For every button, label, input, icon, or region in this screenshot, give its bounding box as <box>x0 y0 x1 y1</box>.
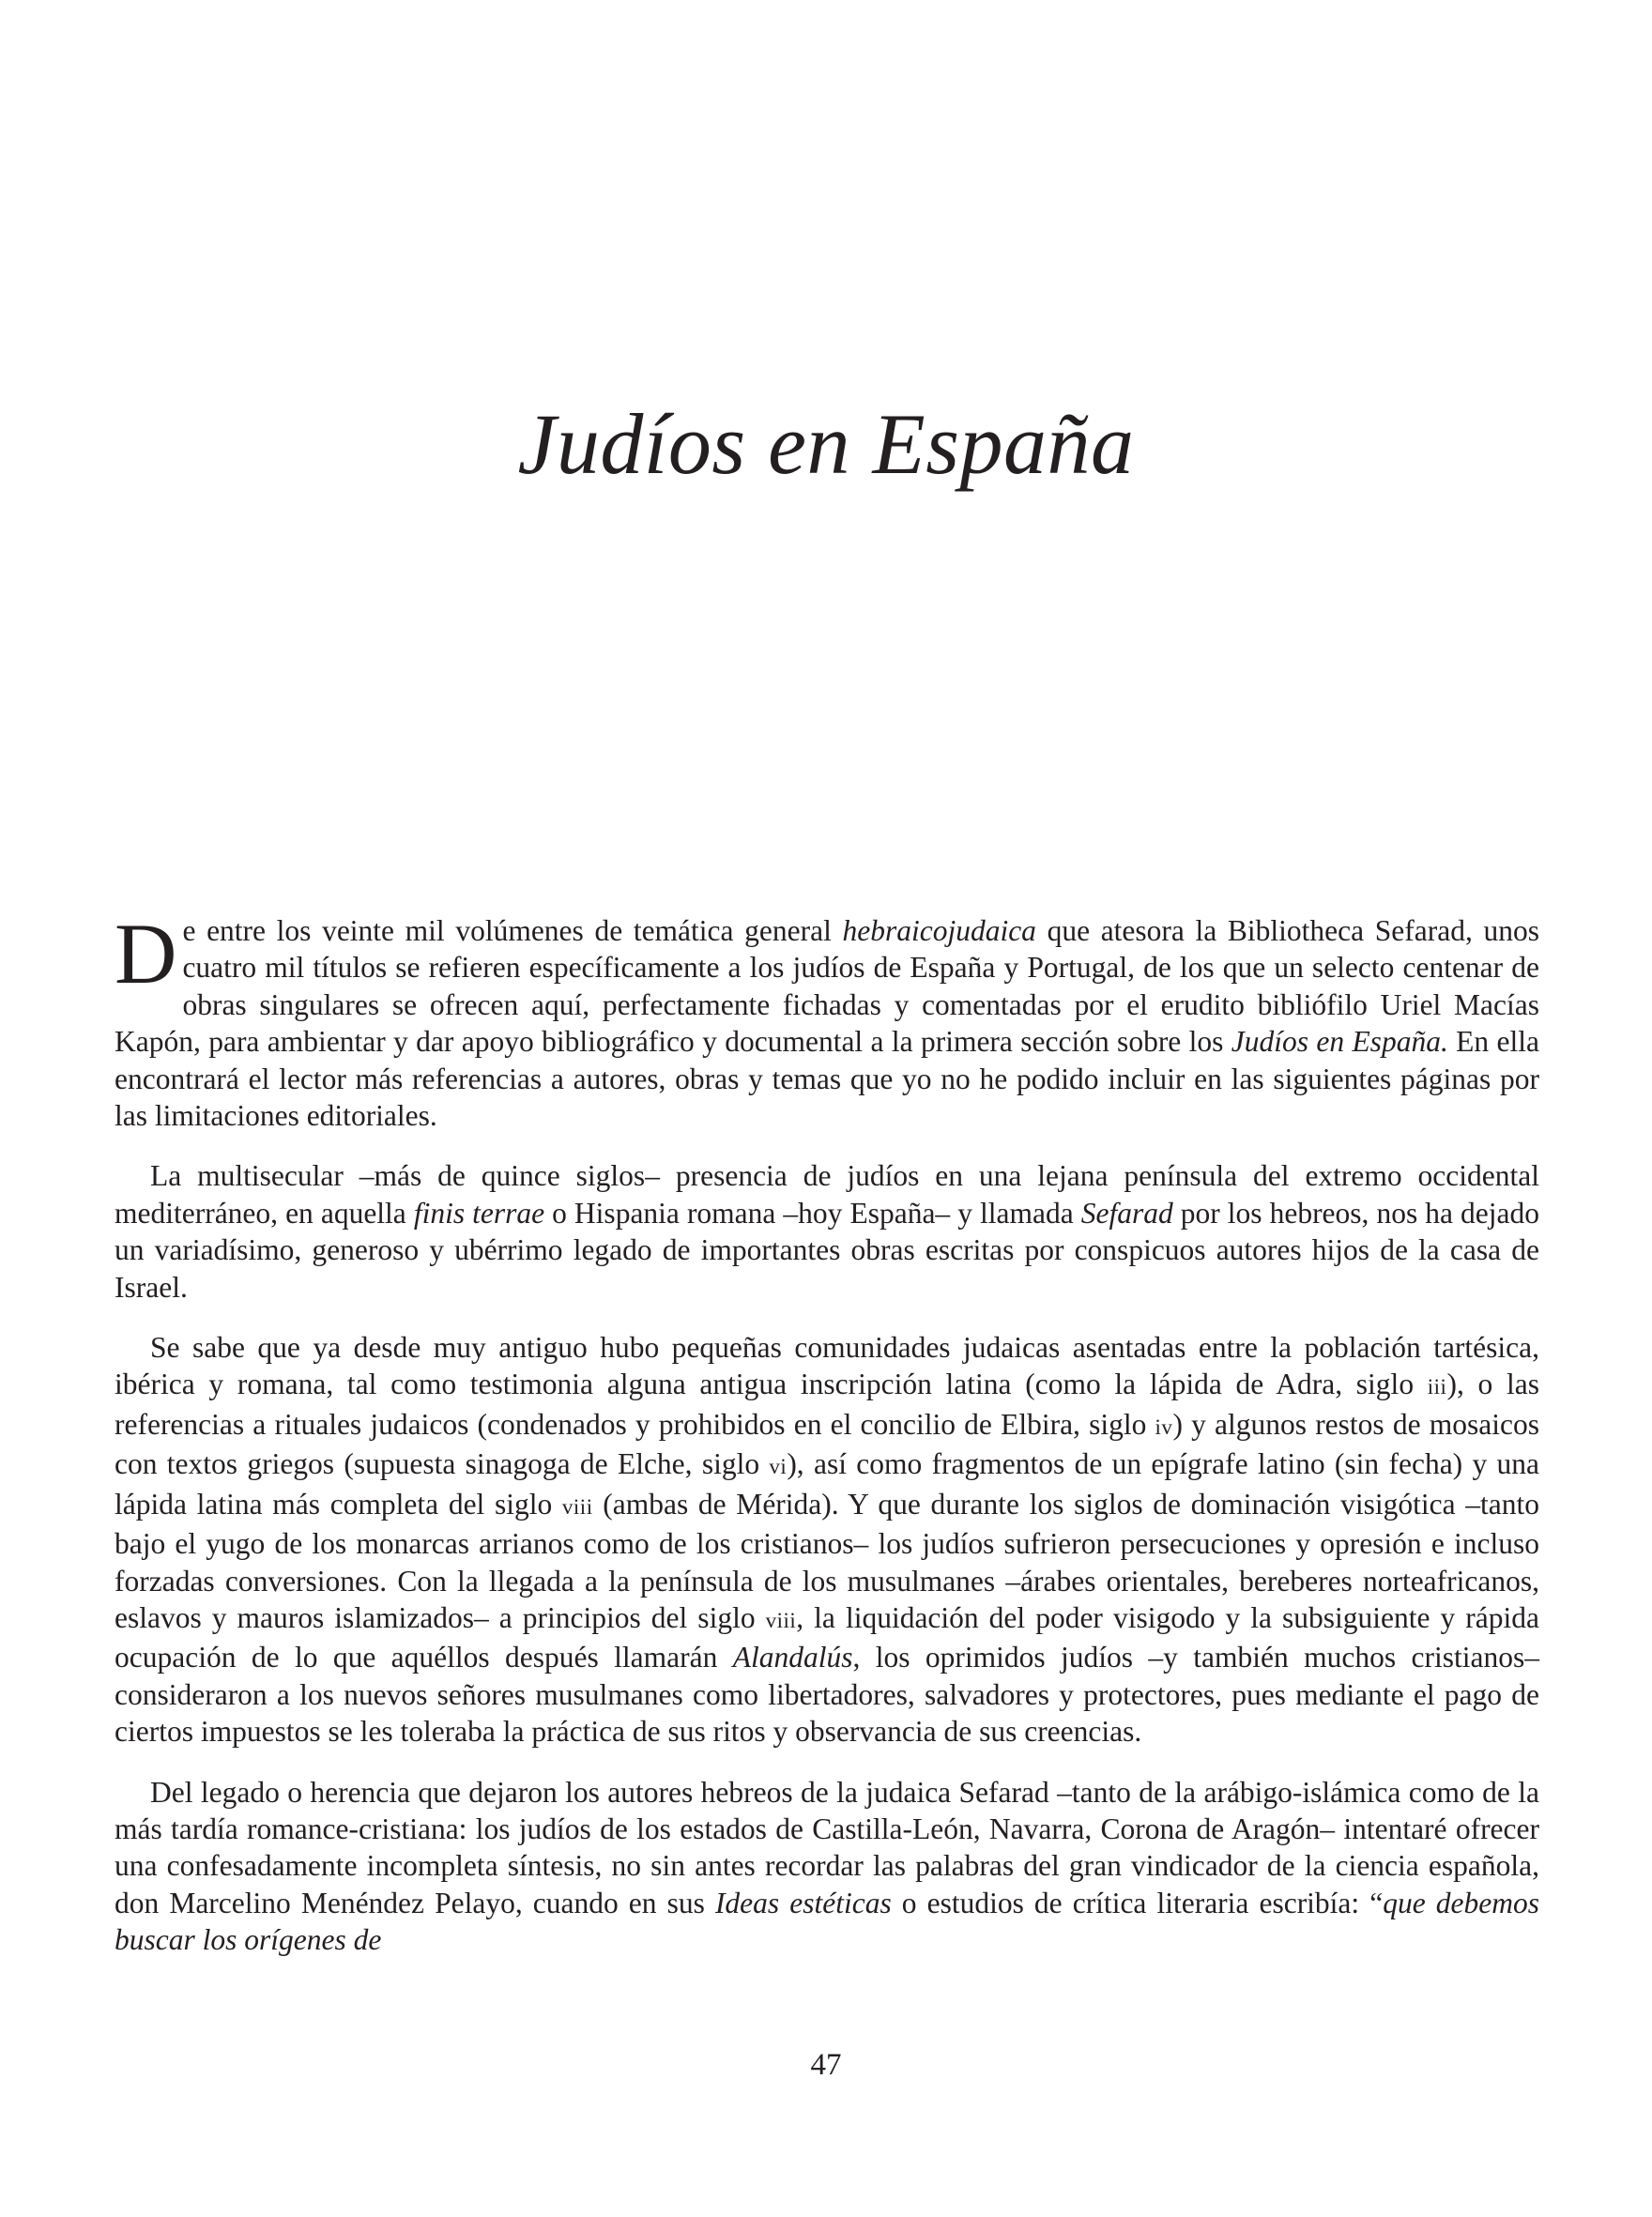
italic-book-title: Ideas estéticas <box>714 1886 892 1919</box>
text-run: ), o las referencias a rituales judaicos (condenados y prohibidos en el concilio de Elbira, siglo <box>115 1368 1539 1441</box>
text-run: En ella encontrará el lector más referencias a autores, obras y temas que yo no he podido incluir en las siguientes páginas por las limitaciones editoriales. <box>115 1025 1539 1133</box>
paragraph-3 <box>115 1329 1539 1750</box>
roman-numeral: iii <box>1427 1375 1447 1399</box>
paragraph-1 <box>115 906 1539 1134</box>
paragraph-4 <box>115 1774 1539 1959</box>
italic-term: Sefarad <box>1080 1196 1173 1230</box>
roman-numeral: vi <box>769 1455 788 1479</box>
chapter-title: Judíos en España <box>517 396 1135 492</box>
text-run: ) y algunos restos de mosaicos con textos griegos (supuesta sinagoga de Elche, siglo <box>115 1407 1539 1481</box>
paragraph-2 <box>115 1157 1539 1306</box>
italic-term: finis terrae <box>413 1196 545 1230</box>
text-run: Se sabe que ya desde muy antiguo hubo pequeñas comunidades judaicas asentadas entre la población tartésica, ibérica y romana, tal como testimonia alguna antigua inscripción latina (como la lápida de Adra, siglo <box>115 1331 1539 1401</box>
roman-numeral: viii <box>765 1608 797 1632</box>
text-run: e entre los veinte mil volúmenes de temática general <box>182 914 843 947</box>
italic-quote: que debemos buscar los orígenes de <box>115 1886 1539 1957</box>
text-run: La multisecular –más de quince siglos– presencia de judíos en una lejana península del extremo occidental mediterráneo, en aquella <box>115 1159 1539 1230</box>
drop-cap: D <box>115 906 177 1001</box>
italic-book-title: Judíos en España. <box>1231 1025 1448 1059</box>
roman-numeral: viii <box>561 1494 593 1519</box>
text-run: , los oprimidos judíos –y también muchos cristianos– consideraron a los nuevos señores musulmanes como libertadores, salvadores y protectores, pues mediante el pago de ciertos impuestos se les toleraba la práctica de sus ritos y observancia de sus creencias. <box>115 1641 1539 1749</box>
text-run: por los hebreos, nos ha dejado un variadísimo, generoso y ubérrimo legado de importantes obras escritas por conspicuos autores hijos de la casa de Israel. <box>115 1196 1539 1304</box>
text-run: que atesora la Bibliotheca Sefarad, unos cuatro mil títulos se refieren específicamente a los judíos de España y Portugal, de los que un selecto centenar de obras singulares se ofrecen aquí, perfectamente fichadas y comentadas por el erudito bibliófilo Uriel Macías Kapón, para ambientar y dar apoyo bibliográfico y documental a la primera sección sobre los <box>115 914 1539 1059</box>
body-text <box>115 906 1540 1982</box>
text-run: , la liquidación del poder visigodo y la subsiguiente y rápida ocupación de lo que aquéllos después llamarán <box>115 1600 1540 1674</box>
roman-numeral: iv <box>1155 1414 1173 1439</box>
text-run: ), así como fragmentos de un epígrafe latino (sin fecha) y una lápida latina más completa del siglo <box>115 1447 1539 1521</box>
italic-term: hebraicojudaica <box>842 914 1036 947</box>
italic-term: Alandalús <box>732 1641 853 1674</box>
text-run: Del legado o herencia que dejaron los autores hebreos de la judaica Sefarad –tanto de la arábigo-islámica como de la más tardía romance-cristiana: los judíos de los estados de Castilla-León, Navarra, Corona de Aragón– intentaré ofrecer una confesadamente incompleta síntesis, no sin antes recordar las palabras del gran vindicador de la ciencia española, don Marcelino Menéndez Pelayo, cuando en sus <box>115 1775 1539 1919</box>
text-run: (ambas de Mérida). Y que durante los siglos de dominación visigótica –tanto bajo el yugo de los monarcas arrianos como de los cristianos– los judíos sufrieron persecuciones y opresión e incluso forzadas conversiones. Con la llegada a la península de los musulmanes –árabes orientales, bereberes norteafricanos, eslavos y mauros islamizados– a principios del siglo <box>115 1487 1539 1634</box>
text-run: o estudios de crítica literaria escribía: “ <box>891 1886 1384 1919</box>
page-number: 47 <box>810 2048 842 2082</box>
text-run: o Hispania romana –hoy España– y llamada <box>544 1196 1081 1230</box>
